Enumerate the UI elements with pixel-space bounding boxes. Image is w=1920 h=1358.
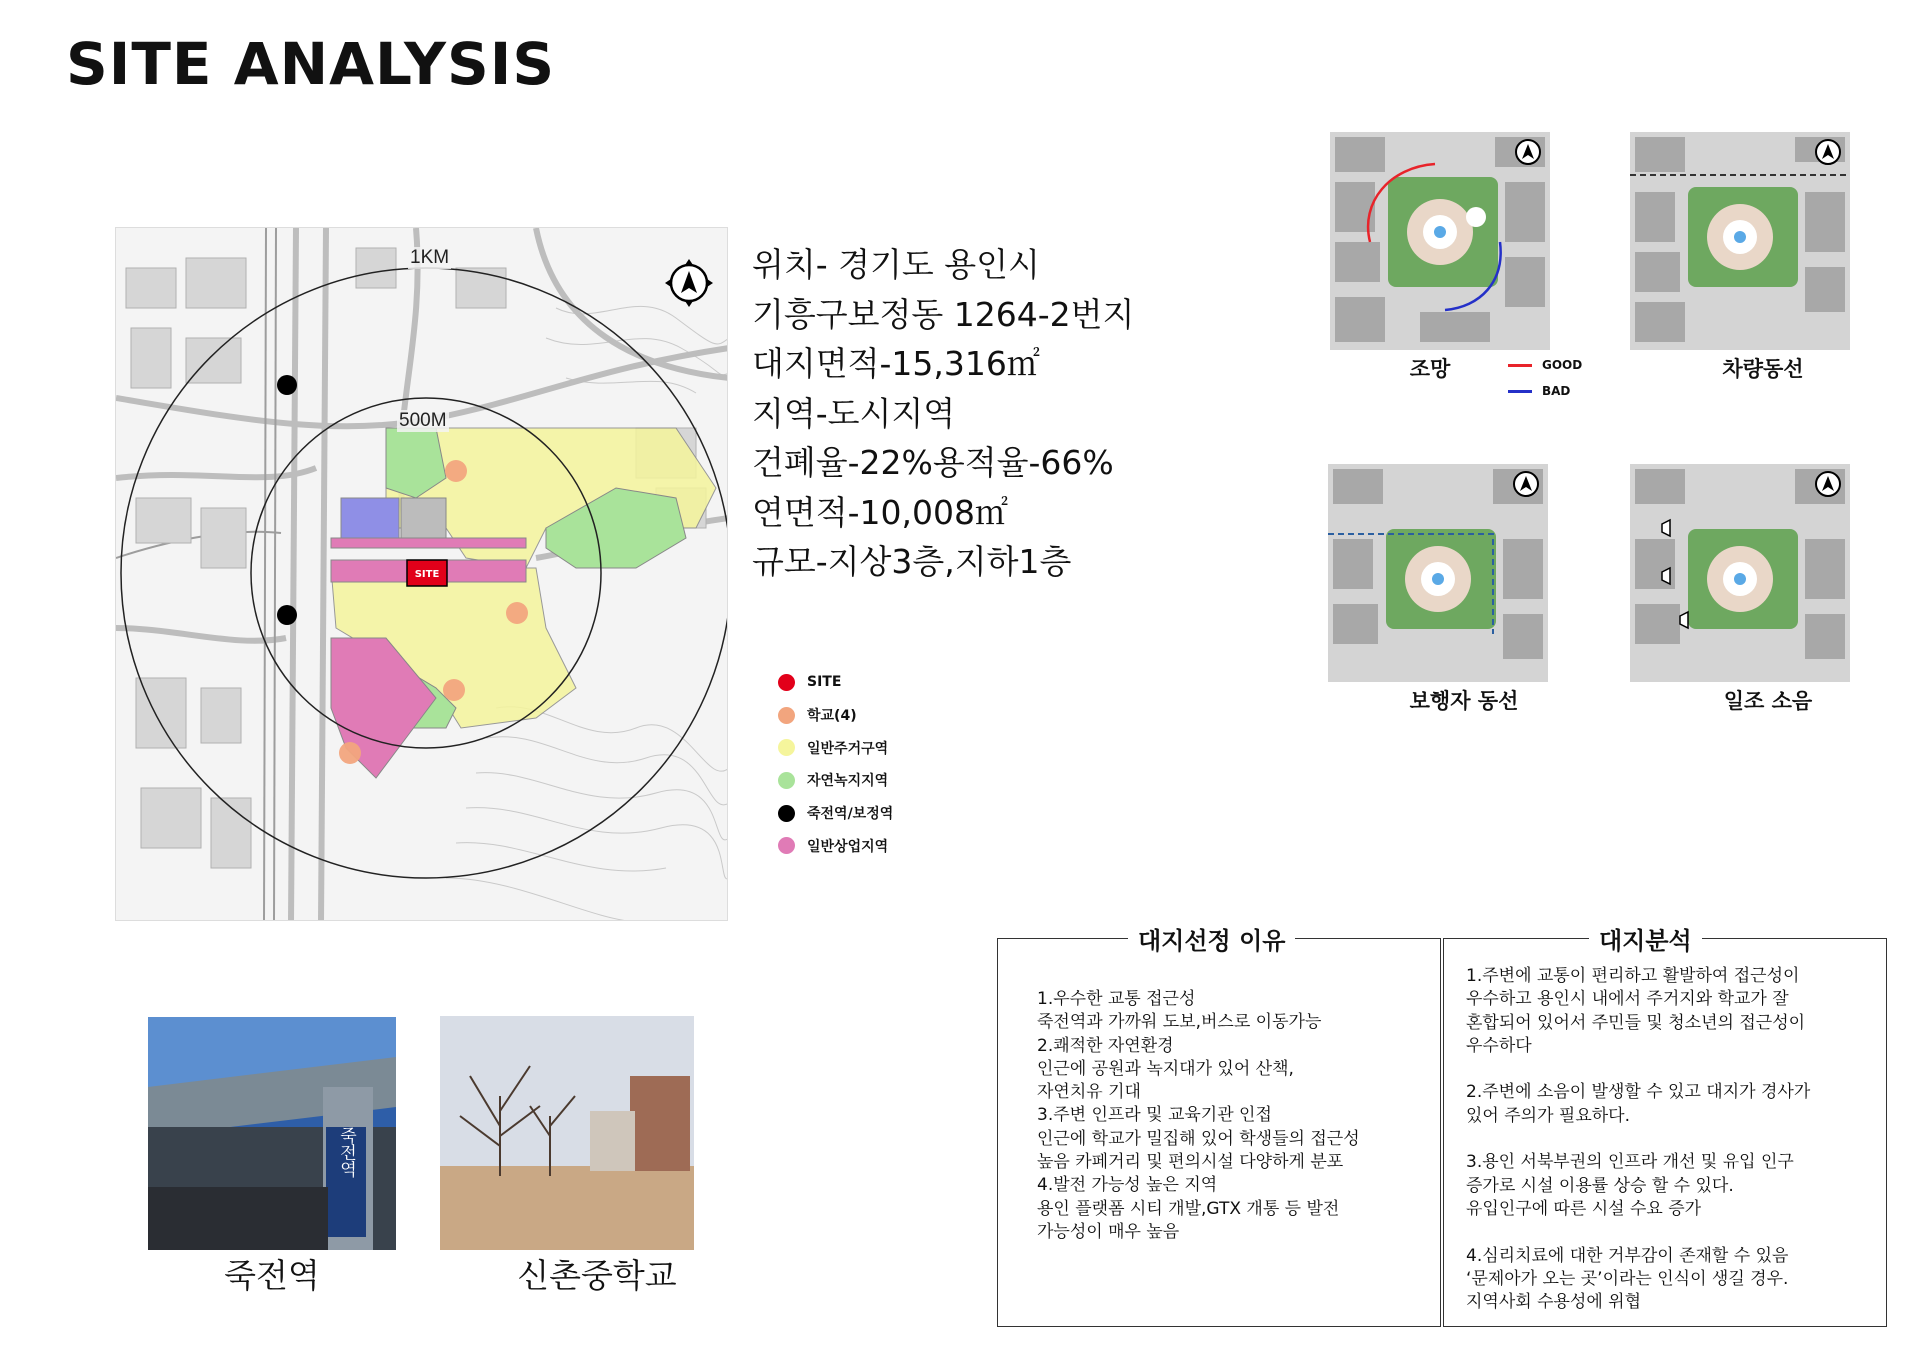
legend-label: 일반주거구역 [807, 740, 889, 757]
reason-box [997, 927, 1441, 1327]
site-location: 위치- 경기도 용인시 [752, 245, 1040, 284]
legend-label: 자연녹지지역 [807, 773, 889, 790]
site-coverage-ratio: 건폐율-22%용적율-66% [752, 443, 1114, 482]
legend-swatch [778, 739, 795, 756]
site-address: 기흥구보정동 1264-2번지 [752, 294, 1135, 334]
legend-item-station [778, 797, 893, 830]
legend-item-commercial [778, 829, 893, 862]
panel-caption-sun-noise: 일조 소음 [1723, 689, 1813, 713]
photo-caption-station: 죽전역 [224, 1256, 320, 1295]
site-info [752, 240, 1134, 587]
site-floor-area: 연면적-10,008㎡ [752, 492, 1009, 532]
legend-item-residential [778, 731, 893, 764]
legend-item-green [778, 764, 893, 797]
site-marker-label: SITE [414, 569, 440, 580]
legend-swatch [778, 772, 795, 789]
legend-swatch [778, 837, 795, 854]
panel-traffic [1630, 132, 1850, 350]
panel-caption-pedestrian: 보행자 동선 [1409, 689, 1519, 713]
good-label: GOOD [1542, 358, 1583, 372]
analysis-box [1443, 927, 1887, 1327]
ring-label-500m: 500M [399, 410, 447, 431]
site-map [115, 227, 728, 921]
reason-box-text: 1.우수한 교통 접근성 죽전역과 가까워 도보,버스로 이동가능 2.쾌적한 자연환경 인근에 공원과 녹지대가 있어 산책, 자연치유 기대 3.주변 인프라 및 교육기관 인접 인근에 학교가 밀집해 있어 학생들의 접근성 높음 카페거리 및 편의시설 다양하게 분포 4.발전 가능성 높은 지역 용인 플랫폼 시티 개발,GTX 개통 등 발전 가능성이 매우 높음 [1037, 989, 1360, 1242]
legend-item-site [778, 666, 893, 699]
analysis-box-title: 대지분석 [1589, 921, 1702, 956]
page-title: SITE ANALYSIS [66, 30, 556, 98]
site-map-drawing [116, 228, 728, 921]
panel-view [1330, 132, 1550, 350]
panel-pedestrian [1328, 464, 1548, 682]
photo-jukjeon-station [148, 1017, 396, 1250]
legend-label: 일반상업지역 [807, 838, 889, 855]
bad-line [1508, 390, 1532, 393]
panel-sun-noise [1630, 464, 1850, 682]
good-line [1508, 364, 1532, 367]
analysis-box-text: 1.주변에 교통이 편리하고 활발하여 접근성이 우수하고 용인시 내에서 주거지와 학교가 잘 혼합되어 있어서 주민들 및 청소년의 접근성이 우수하다 2.주변에 소음이 발생할 수 있고 대지가 경사가 있어 주의가 필요하다. 3.용인 서북부권의 인프라 개선 및 유입 인구 증가로 시설 이용률 상승 할 수 있다. 유입인구에 따른 시설 수요 증가 4.심리치료에 대한 거부감이 존재할 수 있음 ‘문제아가 오는 곳’이라는 인식이 생길 경우. 지역사회 수용성에 위협 [1466, 966, 1811, 1313]
view-legend [1508, 352, 1582, 404]
photo-sinchon-middle-school [440, 1016, 694, 1250]
legend-label: 죽전역/보정역 [807, 806, 894, 823]
ring-label-1km: 1KM [410, 247, 450, 268]
legend-label: SITE [807, 674, 842, 691]
legend-label: 학교(4) [807, 708, 857, 725]
panel-caption-view: 조망 [1409, 357, 1451, 381]
legend-swatch [778, 805, 795, 822]
site-area: 대지면적-15,316㎡ [752, 344, 1040, 383]
site-scale: 규모-지상3층,지하1층 [752, 542, 1072, 581]
panel-caption-traffic: 차량동선 [1722, 357, 1804, 381]
legend-swatch [778, 674, 795, 691]
bad-label: BAD [1542, 384, 1571, 398]
site-zone: 지역-도시지역 [752, 393, 956, 433]
legend-swatch [778, 707, 795, 724]
photo-caption-school: 신촌중학교 [517, 1256, 677, 1295]
map-legend [778, 666, 893, 862]
reason-box-title: 대지선정 이유 [1128, 921, 1295, 956]
station-sign: 죽전역 [336, 1126, 356, 1178]
legend-item-school [778, 699, 893, 732]
